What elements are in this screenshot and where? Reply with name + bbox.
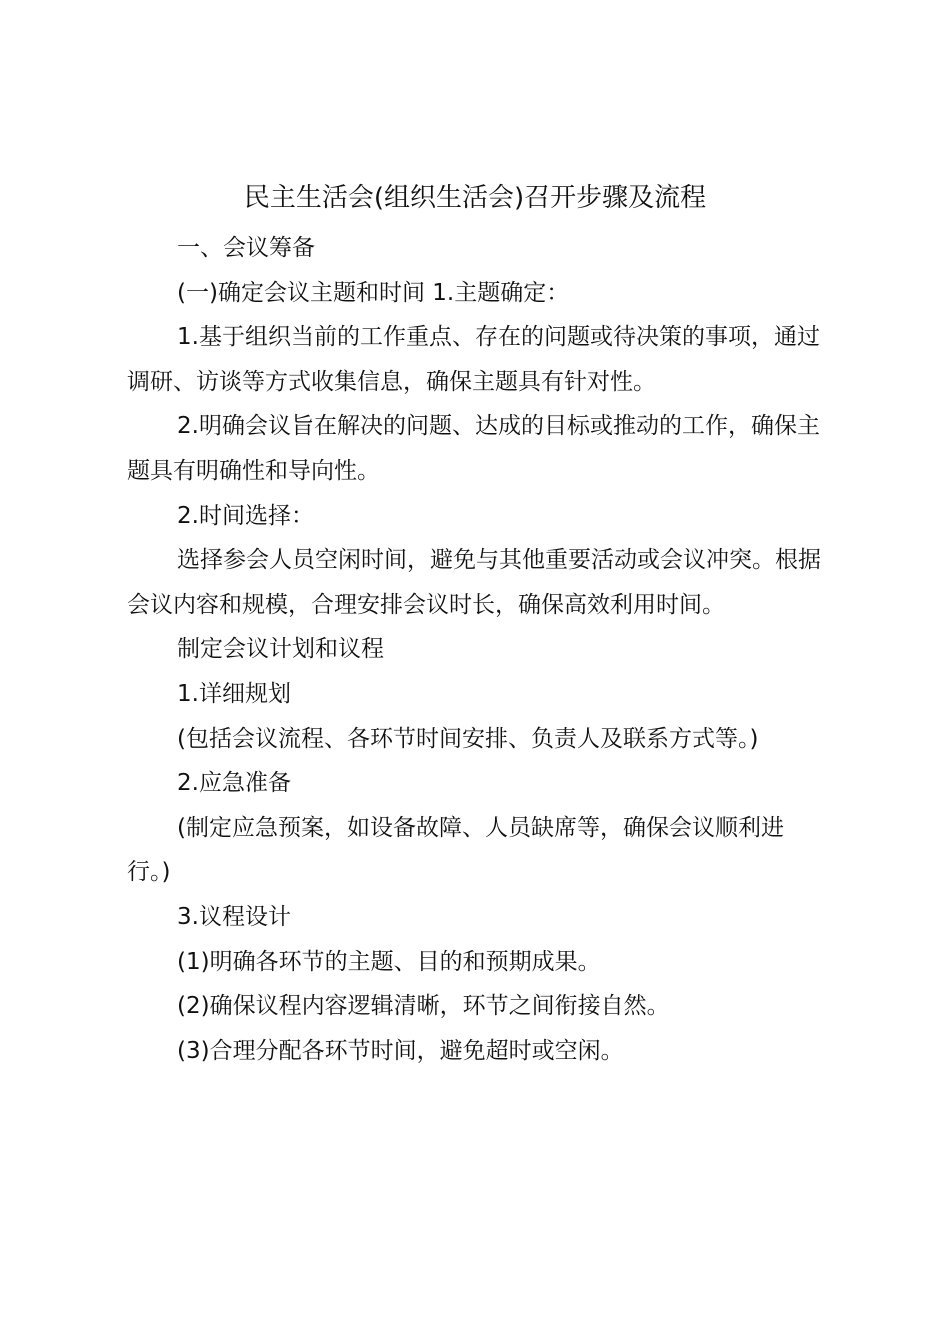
paragraph-time-selection: 选择参会人员空闲时间，避免与其他重要活动或会议冲突。根据会议内容和规模，合理安排会议时长，确保高效利用时间。 bbox=[127, 547, 821, 618]
paragraph-emergency-preparation: (制定应急预案，如设备故障、人员缺席等，确保会议顺利进行。) bbox=[127, 814, 784, 886]
paragraph-topic-basis: 1.基于组织当前的工作重点、存在的问题或待决策的事项，通过调研、访谈等方式收集信息，确保主题具有针对性。 bbox=[127, 324, 820, 395]
subheading-plan-and-agenda: 制定会议计划和议程 bbox=[177, 636, 384, 663]
subheading-topic-and-time: (一)确定会议主题和时间 1.主题确定： bbox=[177, 279, 570, 306]
document-title: 民主生活会(组织生活会)召开步骤及流程 bbox=[243, 183, 707, 213]
paragraph-topic-goal: 2.明确会议旨在解决的问题、达成的目标或推动的工作，确保主题具有明确性和导向性。 bbox=[127, 413, 820, 484]
subheading-detailed-planning: 1.详细规划 bbox=[177, 680, 291, 707]
list-item-agenda-3: (3)合理分配各环节时间，避免超时或空闲。 bbox=[177, 1037, 624, 1064]
subheading-emergency-preparation: 2.应急准备 bbox=[177, 770, 291, 797]
subheading-agenda-design: 3.议程设计 bbox=[177, 903, 291, 930]
list-item-agenda-2: (2)确保议程内容逻辑清晰，环节之间衔接自然。 bbox=[177, 993, 670, 1020]
subheading-time-selection: 2.时间选择： bbox=[177, 502, 314, 529]
paragraph-detailed-planning: (包括会议流程、各环节时间安排、负责人及联系方式等。) bbox=[177, 725, 759, 752]
heading-meeting-preparation: 一、会议筹备 bbox=[177, 235, 315, 261]
list-item-agenda-1: (1)明确各环节的主题、目的和预期成果。 bbox=[177, 948, 601, 975]
document-body bbox=[127, 226, 827, 1073]
